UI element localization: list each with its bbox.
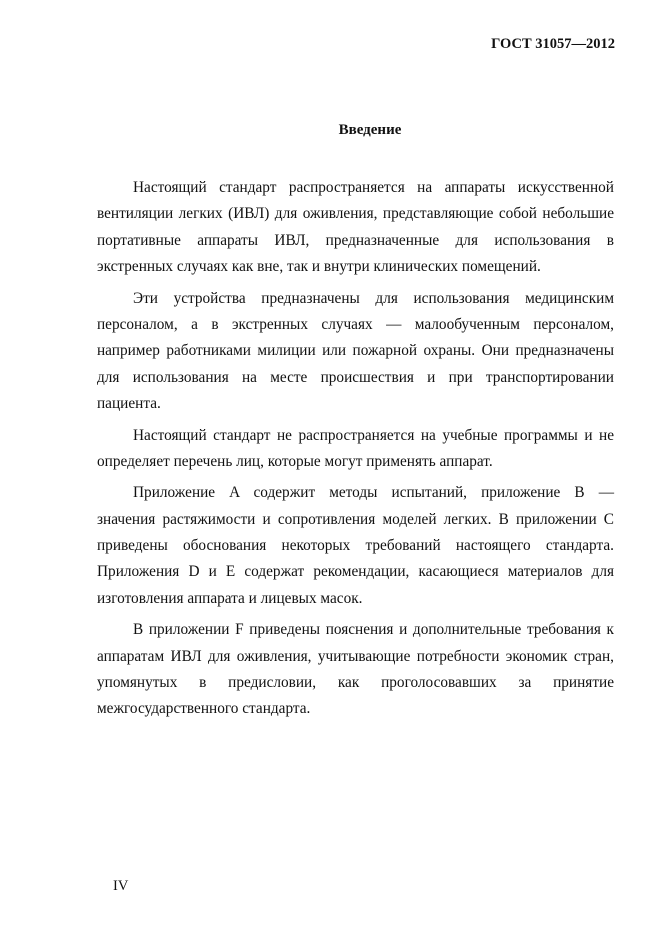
paragraph [97, 175, 614, 281]
text-line: определяет перечень лиц, которые могут применять аппарат. [97, 452, 493, 470]
text-line: В приложении F приведены пояснения и дополнительные требования к [133, 621, 614, 639]
section-title: Введение [338, 122, 402, 138]
text-line: изготовления аппарата и лицевых масок. [97, 589, 363, 607]
text-line: межгосударственного стандарта. [97, 700, 311, 718]
text-line: Настоящий стандарт не распространяется на учебные программы и не [133, 426, 614, 444]
text-line: портативные аппараты ИВЛ, предназначенные для использования в [97, 231, 614, 249]
document-body [97, 175, 614, 728]
text-line: пациента. [97, 395, 161, 413]
paragraph [97, 286, 614, 418]
text-line: значения растяжимости и сопротивления моделей легких. В приложении C [97, 510, 614, 528]
document-id-header: ГОСТ 31057—2012 [491, 36, 615, 52]
text-line: Приложения D и E содержат рекомендации, касающиеся материалов для [97, 563, 614, 581]
text-line: персоналом, а в экстренных случаях — малообученным персоналом, [97, 315, 614, 333]
text-line: например работниками милиции или пожарной охраны. Они предназначены [97, 342, 614, 360]
text-line: Настоящий стандарт распространяется на аппараты искусственной [133, 179, 614, 196]
paragraph [97, 617, 614, 723]
text-line: приведены обоснования некоторых требований настоящего стандарта. [97, 537, 614, 555]
text-line: вентиляции легких (ИВЛ) для оживления, представляющие собой небольшие [97, 205, 614, 223]
text-line: экстренных случаях как вне, так и внутри клинических помещений. [97, 258, 541, 276]
text-line: Эти устройства предназначены для использования медицинским [133, 289, 614, 307]
text-line: Приложение A содержит методы испытаний, приложение B — [133, 484, 614, 502]
page-number: IV [113, 878, 129, 894]
text-line: упомянутых в предисловии, как проголосовавших за принятие [97, 674, 614, 692]
text-line: для использования на месте происшествия и при транспортировании [97, 368, 614, 386]
text-line: аппаратам ИВЛ для оживления, учитывающие потребности экономик стран, [97, 647, 614, 665]
paragraph [97, 423, 614, 476]
paragraph [97, 480, 614, 612]
